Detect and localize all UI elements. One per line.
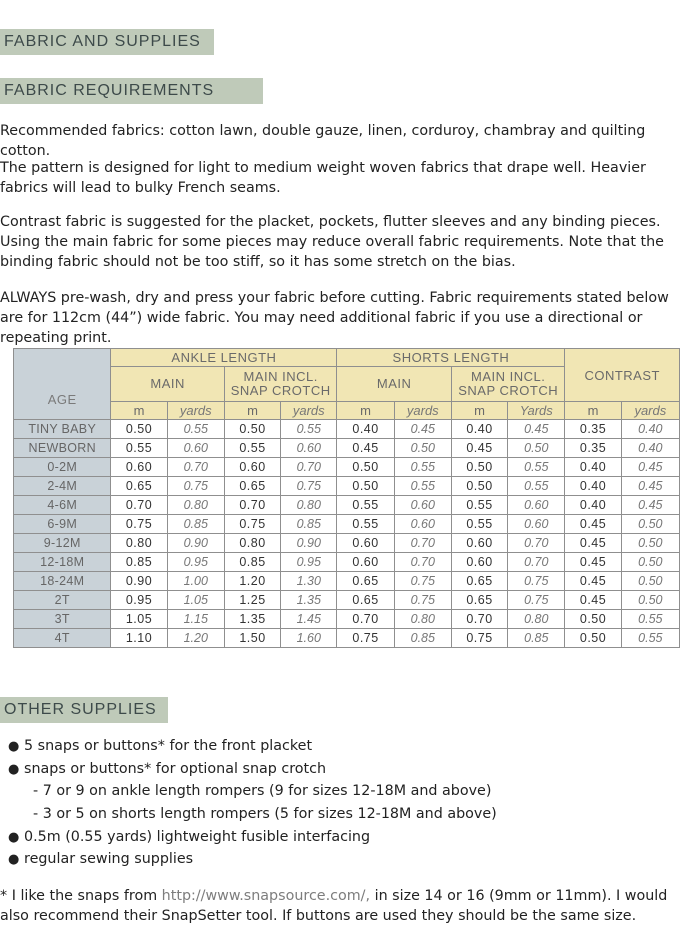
list-item-text: 5 snaps or buttons* for the front placket <box>24 738 313 754</box>
unit-header: m <box>451 402 507 420</box>
age-cell: 4T <box>14 629 111 648</box>
footnote-prefix: * I like the snaps from <box>0 888 162 904</box>
yards-cell: 0.45 <box>508 420 565 439</box>
yards-cell: 0.85 <box>508 629 565 648</box>
meters-cell: 0.95 <box>111 591 167 610</box>
meters-cell: 0.45 <box>565 534 621 553</box>
shorts-length-header: SHORTS LENGTH <box>337 349 565 367</box>
yards-cell: 0.75 <box>281 477 337 496</box>
yards-cell: 0.50 <box>621 553 679 572</box>
yards-cell: 0.55 <box>508 458 565 477</box>
unit-header: yards <box>281 402 337 420</box>
yards-cell: 0.55 <box>508 477 565 496</box>
yards-cell: 0.75 <box>508 572 565 591</box>
table-row <box>14 515 680 534</box>
age-cell: 3T <box>14 610 111 629</box>
table-row <box>14 477 680 496</box>
unit-header: m <box>224 402 280 420</box>
bullet-icon: ● <box>8 852 20 868</box>
yards-cell: 0.60 <box>394 515 451 534</box>
bullet-icon: ● <box>8 739 20 754</box>
list-item-text: snaps or buttons* for optional snap crotch <box>24 760 327 777</box>
yards-cell: 0.55 <box>621 629 679 648</box>
age-cell: 18-24M <box>14 572 111 591</box>
yards-cell: 0.70 <box>281 458 337 477</box>
meters-cell: 0.75 <box>337 629 394 648</box>
meters-cell: 0.65 <box>337 591 394 610</box>
meters-cell: 0.35 <box>565 439 621 458</box>
yards-cell: 0.55 <box>167 420 224 439</box>
yards-cell: 0.80 <box>394 610 451 629</box>
yards-cell: 1.00 <box>167 572 224 591</box>
section-title: FABRIC AND SUPPLIES <box>0 29 214 55</box>
yards-cell: 0.60 <box>281 439 337 458</box>
meters-cell: 0.40 <box>451 420 507 439</box>
meters-cell: 0.50 <box>451 477 507 496</box>
meters-cell: 0.45 <box>565 591 621 610</box>
yards-cell: 0.50 <box>394 439 451 458</box>
footnote <box>0 886 696 926</box>
meters-cell: 0.65 <box>224 477 280 496</box>
yards-cell: 0.75 <box>167 477 224 496</box>
list-item <box>0 758 696 781</box>
ankle-main-header: MAIN <box>111 367 224 402</box>
meters-cell: 0.75 <box>111 515 167 534</box>
meters-cell: 0.60 <box>451 553 507 572</box>
yards-cell: 0.40 <box>621 439 679 458</box>
meters-cell: 1.25 <box>224 591 280 610</box>
yards-cell: 0.50 <box>621 591 679 610</box>
yards-cell: 0.50 <box>621 572 679 591</box>
meters-cell: 0.55 <box>111 439 167 458</box>
age-column-header: AGE <box>14 349 111 420</box>
yards-cell: 0.60 <box>508 496 565 515</box>
meters-cell: 0.70 <box>224 496 280 515</box>
list-item-text: - 7 or 9 on ankle length rompers (9 for sizes 12-18M and above) <box>33 783 492 800</box>
yards-cell: 0.75 <box>508 591 565 610</box>
list-item <box>0 848 696 871</box>
yards-cell: 0.60 <box>394 496 451 515</box>
yards-cell: 0.55 <box>394 458 451 477</box>
meters-cell: 0.50 <box>565 629 621 648</box>
meters-cell: 0.35 <box>565 420 621 439</box>
meters-cell: 0.60 <box>224 458 280 477</box>
yards-cell: 0.95 <box>167 553 224 572</box>
bullet-icon: ● <box>8 829 20 845</box>
unit-header: yards <box>394 402 451 420</box>
yards-cell: 0.90 <box>167 534 224 553</box>
supplies-list <box>0 735 696 871</box>
meters-cell: 1.20 <box>224 572 280 591</box>
age-cell: 0-2M <box>14 458 111 477</box>
meters-cell: 0.60 <box>337 534 394 553</box>
yards-cell: 0.85 <box>167 515 224 534</box>
yards-cell: 0.55 <box>394 477 451 496</box>
yards-cell: 0.85 <box>394 629 451 648</box>
meters-cell: 0.45 <box>565 572 621 591</box>
meters-cell: 0.65 <box>111 477 167 496</box>
meters-cell: 1.50 <box>224 629 280 648</box>
meters-cell: 0.40 <box>565 458 621 477</box>
unit-header: m <box>111 402 167 420</box>
yards-cell: 0.50 <box>621 534 679 553</box>
yards-cell: 1.45 <box>281 610 337 629</box>
meters-cell: 0.50 <box>565 610 621 629</box>
yards-cell: 1.35 <box>281 591 337 610</box>
yards-cell: 0.70 <box>167 458 224 477</box>
yards-cell: 0.60 <box>508 515 565 534</box>
unit-header: m <box>337 402 394 420</box>
age-cell: NEWBORN <box>14 439 111 458</box>
meters-cell: 0.40 <box>337 420 394 439</box>
unit-header: m <box>565 402 621 420</box>
shorts-main-header: MAIN <box>337 367 452 402</box>
yards-cell: 1.05 <box>167 591 224 610</box>
table-row <box>14 553 680 572</box>
unit-header: yards <box>167 402 224 420</box>
meters-cell: 0.50 <box>451 458 507 477</box>
meters-cell: 0.40 <box>565 477 621 496</box>
yards-cell: 0.45 <box>394 420 451 439</box>
snapsource-link[interactable]: http://www.snapsource.com/, <box>161 888 371 904</box>
meters-cell: 0.40 <box>565 496 621 515</box>
meters-cell: 0.55 <box>451 496 507 515</box>
yards-cell: 0.50 <box>621 515 679 534</box>
yards-cell: 0.90 <box>281 534 337 553</box>
yards-cell: 0.55 <box>281 420 337 439</box>
list-sub-item <box>0 803 696 826</box>
meters-cell: 0.55 <box>224 439 280 458</box>
meters-cell: 0.45 <box>565 553 621 572</box>
contrast-fabric-paragraph: Contrast fabric is suggested for the placket, pockets, flutter sleeves and any binding pieces. Using the main fabric for some pieces may reduce overall fabric requirements. Note that the binding fabric should not be too stiff, so it has some stretch on the bias. <box>0 214 664 270</box>
meters-cell: 0.85 <box>111 553 167 572</box>
yards-cell: 0.80 <box>508 610 565 629</box>
yards-cell: 1.60 <box>281 629 337 648</box>
meters-cell: 0.55 <box>451 515 507 534</box>
yards-cell: 0.60 <box>167 439 224 458</box>
list-item <box>0 735 696 758</box>
yards-cell: 0.50 <box>508 439 565 458</box>
yards-cell: 0.70 <box>508 534 565 553</box>
yards-cell: 0.80 <box>167 496 224 515</box>
table-row <box>14 439 680 458</box>
meters-cell: 0.65 <box>451 591 507 610</box>
list-item-text: 0.5m (0.55 yards) lightweight fusible interfacing <box>24 828 371 845</box>
meters-cell: 0.55 <box>337 515 394 534</box>
meters-cell: 0.85 <box>224 553 280 572</box>
yards-cell: 0.85 <box>281 515 337 534</box>
table-row <box>14 572 680 591</box>
meters-cell: 0.75 <box>224 515 280 534</box>
meters-cell: 0.60 <box>337 553 394 572</box>
age-cell: 2-4M <box>14 477 111 496</box>
shorts-main-incl-header <box>451 367 565 402</box>
meters-cell: 0.50 <box>111 420 167 439</box>
yards-cell: 0.95 <box>281 553 337 572</box>
main-incl-label: MAIN INCL. <box>243 369 318 384</box>
yards-cell: 0.45 <box>621 458 679 477</box>
meters-cell: 0.45 <box>565 515 621 534</box>
table-row <box>14 610 680 629</box>
other-supplies-heading: OTHER SUPPLIES <box>0 697 168 723</box>
yards-cell: 1.20 <box>167 629 224 648</box>
meters-cell: 0.75 <box>451 629 507 648</box>
meters-cell: 0.70 <box>337 610 394 629</box>
meters-cell: 0.45 <box>451 439 507 458</box>
age-cell: 6-9M <box>14 515 111 534</box>
meters-cell: 0.80 <box>224 534 280 553</box>
yards-cell: 1.15 <box>167 610 224 629</box>
meters-cell: 0.50 <box>337 458 394 477</box>
meters-cell: 0.70 <box>111 496 167 515</box>
fabric-requirements-table-wrapper <box>13 348 680 659</box>
yards-cell: 0.70 <box>508 553 565 572</box>
meters-cell: 0.65 <box>451 572 507 591</box>
meters-cell: 0.80 <box>111 534 167 553</box>
meters-cell: 0.90 <box>111 572 167 591</box>
meters-cell: 0.50 <box>337 477 394 496</box>
meters-cell: 0.70 <box>451 610 507 629</box>
list-item-text: - 3 or 5 on shorts length rompers (5 for sizes 12-18M and above) <box>33 806 497 823</box>
meters-cell: 0.50 <box>224 420 280 439</box>
table-row <box>14 629 680 648</box>
age-cell: TINY BABY <box>14 420 111 439</box>
meters-cell: 0.45 <box>337 439 394 458</box>
meters-cell: 0.60 <box>451 534 507 553</box>
yards-cell: 1.30 <box>281 572 337 591</box>
yards-cell: 0.80 <box>281 496 337 515</box>
yards-cell: 0.45 <box>621 477 679 496</box>
fabric-requirements-heading: FABRIC REQUIREMENTS <box>0 78 263 104</box>
list-item <box>0 826 696 849</box>
meters-cell: 1.05 <box>111 610 167 629</box>
table-row <box>14 458 680 477</box>
contrast-header: CONTRAST <box>565 349 680 402</box>
recommended-fabrics-paragraph: Recommended fabrics: cotton lawn, double gauze, linen, corduroy, chambray and quilting cotton. <box>0 123 646 159</box>
fabric-weight-paragraph: The pattern is designed for light to medium weight woven fabrics that drape well. Heavier fabrics will lead to bulky French seams. <box>0 160 646 196</box>
table-row <box>14 420 680 439</box>
bullet-icon: ● <box>8 761 20 777</box>
snap-crotch-label: SNAP CROTCH <box>230 383 331 398</box>
ankle-main-incl-header <box>224 367 337 402</box>
meters-cell: 1.35 <box>224 610 280 629</box>
yards-cell: 0.70 <box>394 553 451 572</box>
yards-cell: 0.55 <box>621 610 679 629</box>
age-cell: 2T <box>14 591 111 610</box>
yards-cell: 0.45 <box>621 496 679 515</box>
main-incl-label: MAIN INCL. <box>471 369 546 384</box>
unit-header: Yards <box>508 402 565 420</box>
list-item-text: regular sewing supplies <box>24 851 194 868</box>
unit-header: yards <box>621 402 679 420</box>
list-sub-item <box>0 780 696 803</box>
meters-cell: 1.10 <box>111 629 167 648</box>
age-cell: 9-12M <box>14 534 111 553</box>
table-row <box>14 496 680 515</box>
yards-cell: 0.70 <box>394 534 451 553</box>
meters-cell: 0.65 <box>337 572 394 591</box>
footnote-suffix: in size 14 or 16 (9mm or 11mm). I would also recommend their SnapSetter tool. If buttons are used they should be the same size. <box>0 888 668 924</box>
fabric-requirements-table <box>13 348 680 648</box>
meters-cell: 0.60 <box>111 458 167 477</box>
age-cell: 12-18M <box>14 553 111 572</box>
prewash-paragraph: ALWAYS pre-wash, dry and press your fabric before cutting. Fabric requirements stated below are for 112cm (44”) wide fabric. You may need additional fabric if you use a directional or repeating print. <box>0 290 669 346</box>
ankle-length-header: ANKLE LENGTH <box>111 349 337 367</box>
age-cell: 4-6M <box>14 496 111 515</box>
yards-cell: 0.40 <box>621 420 679 439</box>
table-row <box>14 591 680 610</box>
snap-crotch-label: SNAP CROTCH <box>458 383 559 398</box>
yards-cell: 0.75 <box>394 572 451 591</box>
yards-cell: 0.75 <box>394 591 451 610</box>
table-row <box>14 534 680 553</box>
meters-cell: 0.55 <box>337 496 394 515</box>
